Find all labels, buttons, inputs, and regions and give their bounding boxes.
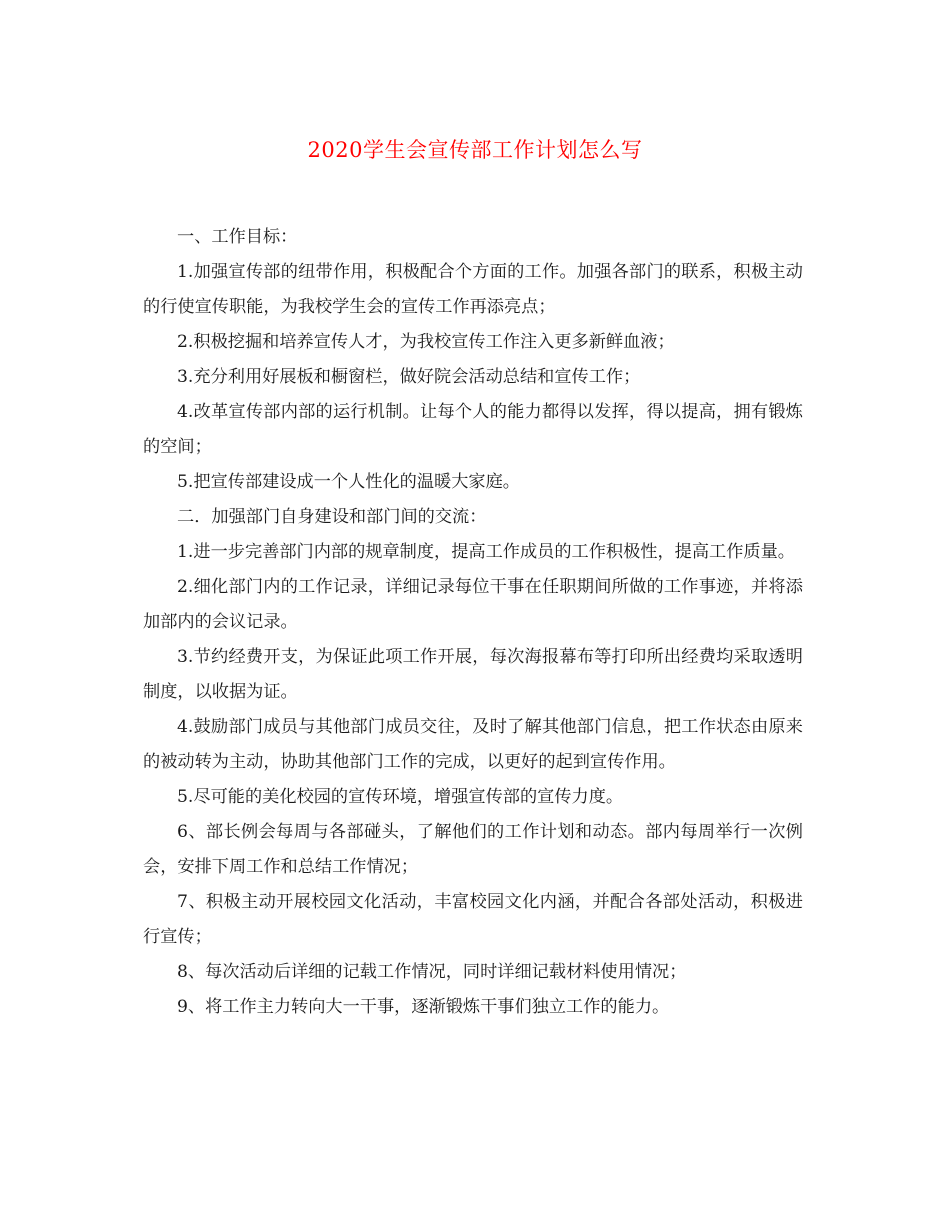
paragraph-goal-4: 4.改革宣传部内部的运行机制。让每个人的能力都得以发挥，得以提高，拥有锻炼的空间； (143, 402, 803, 457)
paragraph-goal-1: 1.加强宣传部的纽带作用，积极配合个方面的工作。加强各部门的联系，积极主动的行使宣传职能，为我校学生会的宣传工作再添亮点； (143, 262, 803, 317)
document-title: 2020学生会宣传部工作计划怎么写 (307, 138, 643, 162)
paragraph-item-6: 6、部长例会每周与各部碰头，了解他们的工作计划和动态。部内每周举行一次例会，安排下周工作和总结工作情况； (143, 822, 803, 877)
paragraph-item-1: 1.进一步完善部门内部的规章制度，提高工作成员的工作积极性，提高工作质量。 (177, 542, 795, 562)
paragraph-item-9: 9、将工作主力转向大一干事，逐渐锻炼干事们独立工作的能力。 (177, 997, 670, 1017)
paragraph-item-7: 7、积极主动开展校园文化活动，丰富校园文化内涵，并配合各部处活动，积极进行宣传； (143, 892, 803, 947)
paragraph-item-3: 3.节约经费开支，为保证此项工作开展，每次海报幕布等打印所出经费均采取透明制度，以收据为证。 (143, 647, 803, 702)
paragraph-item-2: 2.细化部门内的工作记录，详细记录每位干事在任职期间所做的工作事迹，并将添加部内的会议记录。 (143, 577, 803, 632)
paragraph-goal-2: 2.积极挖掘和培养宣传人才，为我校宣传工作注入更多新鲜血液； (177, 332, 675, 352)
paragraph-goal-5: 5.把宣传部建设成一个人性化的温暖大家庭。 (177, 472, 520, 492)
paragraph-item-5: 5.尽可能的美化校园的宣传环境，增强宣传部的宣传力度。 (177, 787, 624, 807)
document-body (143, 220, 803, 1025)
paragraph-item-4: 4.鼓励部门成员与其他部门成员交往，及时了解其他部门信息，把工作状态由原来的被动转为主动，协助其他部门工作的完成，以更好的起到宣传作用。 (143, 717, 803, 772)
paragraph-item-8: 8、每次活动后详细的记载工作情况，同时详细记载材料使用情况； (177, 962, 687, 982)
section-heading-communication: 二．加强部门自身建设和部门间的交流： (177, 507, 487, 527)
section-heading-goals: 一、工作目标： (177, 227, 298, 247)
paragraph-goal-3: 3.充分利用好展板和橱窗栏，做好院会活动总结和宣传工作； (177, 367, 641, 387)
